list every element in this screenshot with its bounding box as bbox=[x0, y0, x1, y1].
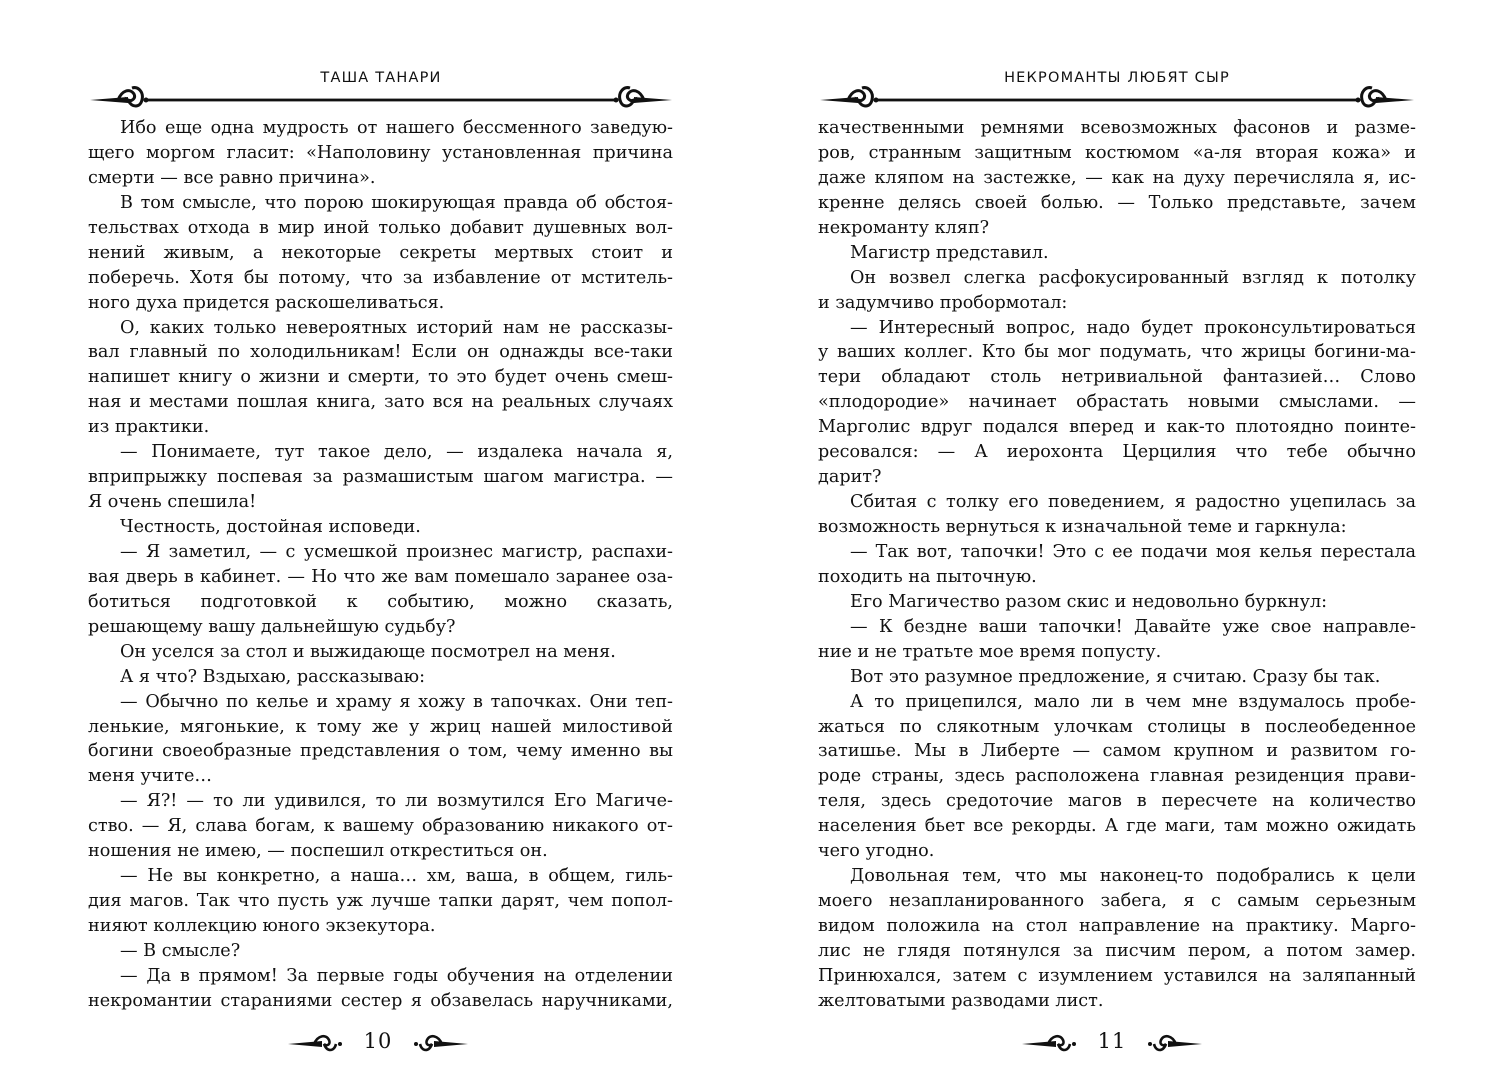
text-line: — Обычно по келье и храму я хожу в тапочках. Они теп- bbox=[120, 691, 673, 712]
text-line: вал главный по холодильникам! Если он однажды все-таки bbox=[88, 342, 673, 363]
text-line: меня учите… bbox=[88, 766, 212, 787]
text-line: вприпрыжку поспевая за размашистым шагом магистра. — bbox=[88, 467, 673, 488]
text-line: качественными ремнями всевозможных фасонов и разме- bbox=[818, 118, 1416, 138]
text-line: даже кляпом на застежке, — как на духу перечисляла я, ис- bbox=[818, 167, 1416, 188]
text-line: тельствах отхода в мир иной только добавит душевных вол- bbox=[88, 217, 673, 238]
text-line: населения бьет все рекорды. А где маги, там можно ожидать bbox=[818, 816, 1416, 837]
text-line: Честность, достойная исповеди. bbox=[120, 517, 421, 537]
text-line: ние и не тратьте мое время попусту. bbox=[818, 641, 1162, 662]
text-line: чего угодно. bbox=[818, 841, 935, 862]
text-line: возможность вернуться к изначальной теме и гаркнула: bbox=[818, 517, 1347, 537]
text-line: ство. — Я, слава богам, к вашему образованию никакого от- bbox=[88, 816, 673, 837]
text-line: жаться по слякотным улочкам столицы в послеобеденное bbox=[818, 716, 1416, 737]
text-line: Марголис вдруг подался вперед и как-то плотоядно поинте- bbox=[818, 417, 1416, 438]
page-number: 10 bbox=[363, 1029, 393, 1053]
text-line: желтоватыми разводами лист. bbox=[818, 990, 1104, 1011]
text-line: Он уселся за стол и выжидающе посмотрел на меня. bbox=[120, 641, 616, 662]
text-line: поберечь. Хотя бы потому, что за избавление от мститель- bbox=[88, 267, 673, 288]
text-line: напишет книгу о жизни и смерти, то это будет очень смеш- bbox=[88, 367, 673, 388]
text-line: ного духа придется раскошеливаться. bbox=[88, 292, 445, 313]
text-line: лис не глядя потянулся за писчим пером, а потом замер. bbox=[818, 940, 1416, 961]
text-line: из практики. bbox=[88, 417, 210, 438]
text-line: А я что? Вздыхаю, рассказываю: bbox=[120, 666, 426, 687]
text-line: нияют коллекцию юного экзекутора. bbox=[88, 916, 436, 936]
text-line: дарит? bbox=[818, 467, 882, 488]
text-line: и задумчиво пробормотал: bbox=[818, 292, 1068, 313]
left-page bbox=[0, 0, 746, 1080]
right-page bbox=[746, 0, 1493, 1080]
text-line: ная и местами пошлая книга, зато вся на реальных случаях bbox=[88, 392, 673, 413]
text-line: Он возвел слегка расфокусированный взгляд к потолку bbox=[850, 267, 1416, 288]
text-line: — Не вы конкретно, а наша… хм, ваша, в общем, гиль- bbox=[120, 866, 673, 887]
text-line: роде страны, здесь расположена главная резиденция прави- bbox=[818, 766, 1416, 787]
left-body-text bbox=[88, 116, 673, 1014]
page-number: 11 bbox=[1097, 1029, 1127, 1053]
text-line: решающему вашу дальнейшую судьбу? bbox=[88, 616, 456, 637]
text-line: ленькие, мягонькие, к тому же у жриц нашей милостивой bbox=[88, 716, 673, 737]
text-line: кренне делясь своей болью. — Только представьте, зачем bbox=[818, 192, 1416, 213]
text-line: Принюхался, затем с изумлением уставился на заляпанный bbox=[818, 965, 1416, 986]
text-line: ботиться подготовкой к событию, можно сказать, bbox=[88, 591, 673, 612]
right-body-text bbox=[818, 116, 1416, 1014]
running-head-area bbox=[818, 68, 1416, 116]
text-line: Ибо еще одна мудрость от нашего бессменного заведую- bbox=[120, 118, 673, 138]
text-line: — Интересный вопрос, надо будет проконсультироваться bbox=[850, 317, 1416, 338]
text-line: походить на пыточную. bbox=[818, 566, 1037, 587]
running-head-author: ТАША ТАНАРИ bbox=[320, 70, 442, 86]
text-line: Его Магичество разом скис и недовольно буркнул: bbox=[850, 591, 1328, 612]
text-line: Магистр представил. bbox=[850, 242, 1049, 263]
text-line: некромантии стараниями сестер я обзавелась наручниками, bbox=[88, 990, 673, 1011]
left-footer bbox=[288, 1023, 468, 1067]
text-line: — Да в прямом! За первые годы обучения на отделении bbox=[120, 965, 673, 986]
text-line: «плодородие» начинает обрастать новыми смыслами. — bbox=[818, 392, 1416, 413]
text-line: — Я?! — то ли удивился, то ли возмутился Его Магиче- bbox=[120, 791, 673, 812]
text-line: богини своеобразные представления о том, чему именно вы bbox=[88, 741, 673, 762]
text-line: ресовался: — А иерохонта Церцилия что тебе обычно bbox=[818, 442, 1416, 463]
text-line: — Понимаете, тут такое дело, — издалека начала я, bbox=[120, 442, 673, 463]
text-line: моего незапланированного забега, я с самым серьезным bbox=[818, 891, 1416, 912]
text-line: теля, здесь средоточие магов в пересчете на количество bbox=[818, 791, 1416, 812]
running-head-area bbox=[88, 68, 674, 116]
text-line: Сбитая с толку его поведением, я радостно уцепилась за bbox=[850, 492, 1416, 513]
text-line: смерти — все равно причина». bbox=[88, 167, 376, 188]
text-line: некроманту кляп? bbox=[818, 217, 989, 238]
text-line: дия магов. Так что пусть уж лучше тапки дарят, чем попол- bbox=[88, 891, 673, 912]
text-line: нений живым, а некоторые секреты мертвых стоит и bbox=[88, 242, 673, 263]
text-line: ношения не имею, — поспешил откреститься он. bbox=[88, 841, 548, 862]
text-line: А то прицепился, мало ли в чем мне вздумалось пробе- bbox=[850, 691, 1416, 712]
text-line: — Я заметил, — с усмешкой произнес магистр, распахи- bbox=[120, 541, 673, 562]
text-line: — К бездне ваши тапочки! Давайте уже свое направле- bbox=[850, 616, 1416, 637]
text-line: тери обладают столь нетривиальной фантазией… Слово bbox=[818, 367, 1416, 388]
text-line: ров, странным защитным костюмом «а-ля вторая кожа» и bbox=[818, 142, 1416, 163]
text-line: видом положила на стол направление на практику. Марго- bbox=[818, 916, 1416, 936]
right-footer bbox=[1022, 1023, 1202, 1067]
text-line: затишье. Мы в Либерте — самом крупном и развитом го- bbox=[818, 741, 1416, 762]
text-line: вая дверь в кабинет. — Но что же вам помешало заранее оза- bbox=[88, 566, 673, 587]
text-line: Вот это разумное предложение, я считаю. Сразу бы так. bbox=[850, 666, 1381, 687]
text-line: — В смысле? bbox=[120, 940, 241, 961]
text-line: Я очень спешила! bbox=[88, 492, 257, 513]
text-line: О, каких только невероятных историй нам не рассказы- bbox=[120, 317, 673, 338]
text-line: В том смысле, что порою шокирующая правда об обстоя- bbox=[120, 192, 673, 213]
text-line: Довольная тем, что мы наконец-то подобрались к цели bbox=[850, 866, 1416, 887]
text-line: — Так вот, тапочки! Это с ее подачи моя келья перестала bbox=[850, 541, 1416, 562]
text-line: щего моргом гласит: «Наполовину установленная причина bbox=[88, 142, 673, 163]
text-line: у ваших коллег. Кто бы мог подумать, что жрицы богини-ма- bbox=[818, 342, 1416, 363]
running-head-title: НЕКРОМАНТЫ ЛЮБЯТ СЫР bbox=[1004, 70, 1230, 86]
